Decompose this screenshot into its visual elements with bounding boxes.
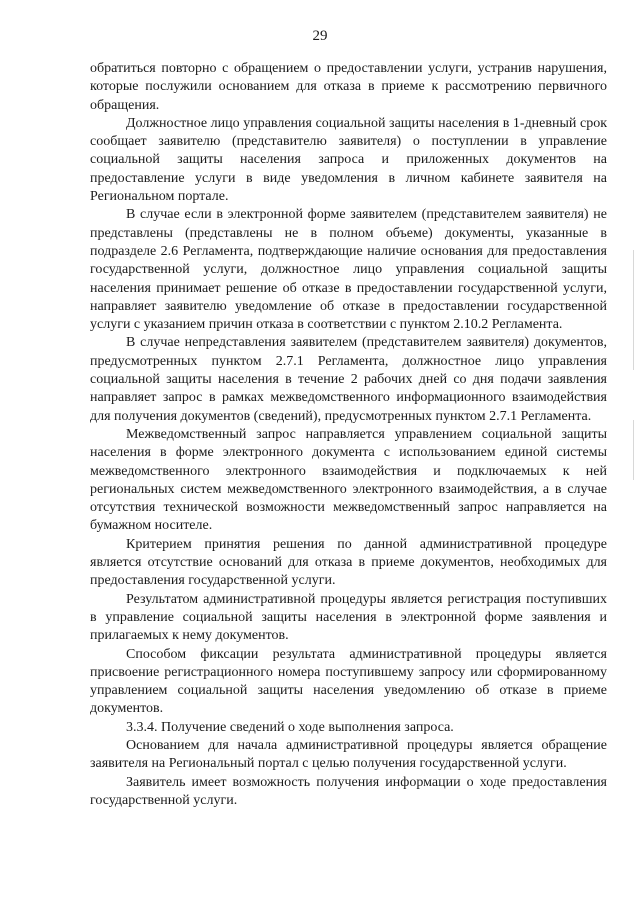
paragraph-3: В случае если в электронной форме заявителем (представителем заявителя) не представлены (представлены не в полном объеме) документы, указанные в подразделе 2.6 Регламента, подтверждающие наличие основания для предоставления государственной услуги, должностное лицо управления социальной защиты населения принимает решение об отказе в предоставлении государственной услуги, направляет заявителю уведомление об отказе в предоставлении государственной услуги с указанием причин отказа в соответствии с пунктом 2.10.2 Регламента. — [90, 207, 607, 333]
paragraph-7: Результатом административной процедуры является регистрация поступивших в управление социальной защиты населения в электронной форме заявления и прилагаемых к нему документов. — [90, 591, 607, 644]
paragraph-8: Способом фиксации результата административной процедуры является присвоение регистрационного номера поступившему запросу или сформированному управлением социальной защиты населения уведомлению об отказе в приеме документов. — [90, 646, 607, 717]
paragraph-10: Основанием для начала административной процедуры является обращение заявителя на Региональный портал с целью получения государственной услуги. — [90, 737, 607, 772]
page-number: 29 — [312, 28, 328, 44]
paragraph-1: обратиться повторно с обращением о предоставлении услуги, устранив нарушения, которые послужили основанием для отказа в приеме к рассмотрению первичного обращения. — [90, 61, 607, 113]
paragraph-5: Межведомственный запрос направляется управлением социальной защиты населения в форме электронного документа с использованием единой системы межведомственного электронного взаимодействия и подключаемых к ней региональных систем межведомственного электронного взаимодействия, а в случае отсутствия технической возможности межведомственный запрос направляется на бумажном носителе. — [90, 426, 607, 534]
paragraph-11: Заявитель имеет возможность получения информации о ходе предоставления государственной услуги. — [90, 774, 607, 808]
scan-edge-mark — [633, 250, 634, 370]
paragraph-6: Критерием принятия решения по данной административной процедуре является отсутствие оснований для отказа в приеме документов, необходимых для предоставления государственной услуги. — [90, 536, 607, 589]
scan-edge-mark — [633, 420, 634, 480]
paragraph-9: 3.3.4. Получение сведений о ходе выполнения запроса. — [126, 719, 454, 735]
paragraph-2: Должностное лицо управления социальной защиты населения в 1-дневный срок сообщает заявителю (представителю заявителя) о поступлении в управление социальной защиты населения запроса и приложенных документов на предоставление услуги в виде уведомления в личном кабинете заявителя на Региональном портале. — [90, 115, 607, 205]
document-body — [90, 60, 607, 810]
paragraph-4: В случае непредставления заявителем (представителем заявителя) документов, предусмотренных пунктом 2.7.1 Регламента, должностное лицо управления социальной защиты населения в течение 2 рабочих дней со дня подачи заявления направляет запрос в рамках межведомственного информационного взаимодействия для получения документов (сведений), предусмотренных пунктом 2.7.1 Регламента. — [90, 335, 607, 424]
